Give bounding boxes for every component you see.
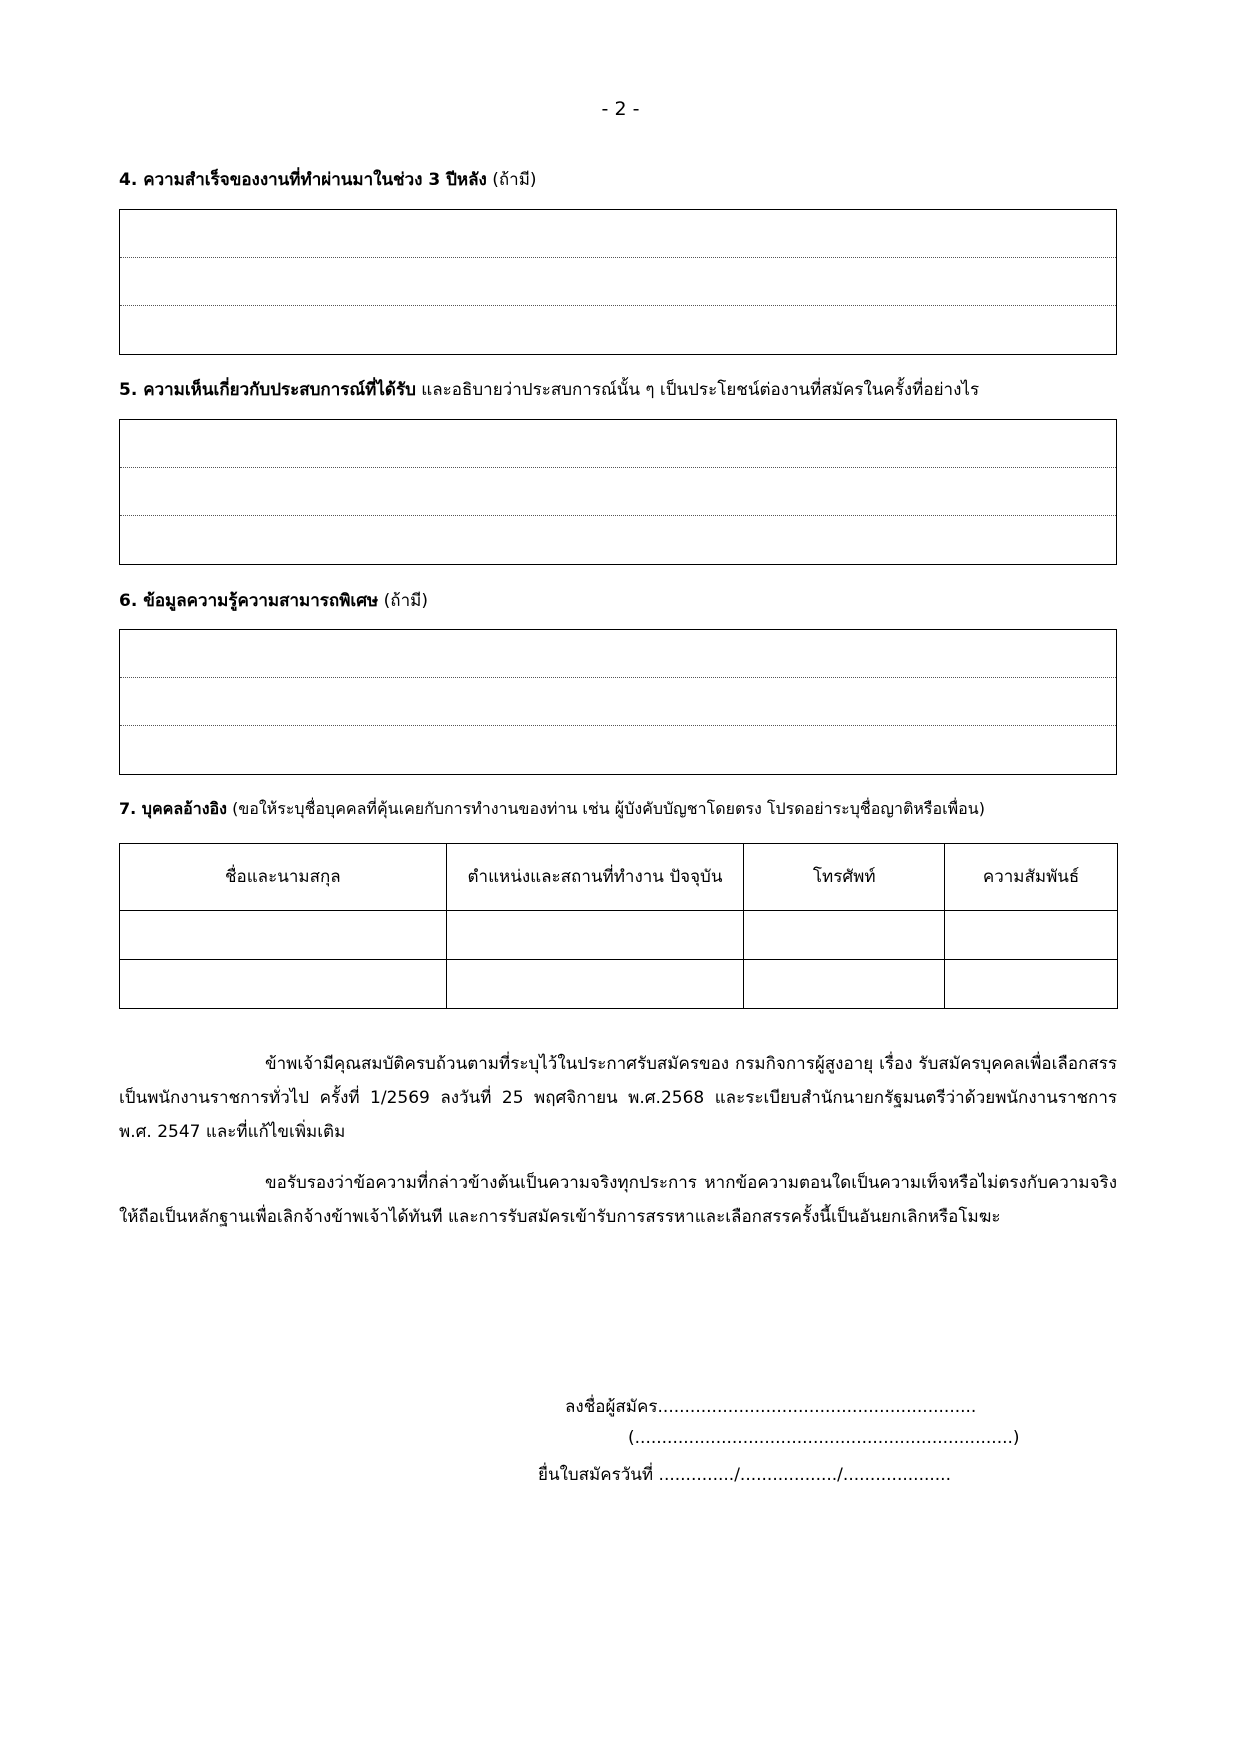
section-4-answer-box[interactable] bbox=[119, 209, 1117, 355]
page-number: - 2 - bbox=[601, 98, 640, 120]
declaration-2-text: ขอรับรองว่าข้อความที่กล่าวข้างต้นเป็นความจริงทุกประการ หากข้อความตอนใดเป็นความเท็จหรือไม่ตรงกับความจริง ให้ถือเป็นหลักฐานเพื่อเลิกจ้างข้าพเจ้าได้ทันที และการรับสมัครเข้ารับการสรรหาและเลือกสรรครั้งนี้เป็นอันยกเลิกหรือโมฆะ bbox=[119, 1173, 1117, 1227]
table-row bbox=[120, 960, 1118, 1009]
section-4-note: (ถ้ามี) bbox=[492, 170, 537, 190]
section-4-title: 4. ความสำเร็จของงานที่ทำผ่านมาในช่วง 3 ปีหลัง bbox=[119, 170, 487, 190]
section-7-heading bbox=[119, 797, 985, 822]
signature-line: ลงชื่อผู้สมัคร........................................................... bbox=[565, 1397, 977, 1417]
answer-line[interactable] bbox=[120, 726, 1116, 774]
table-cell[interactable] bbox=[446, 911, 744, 960]
section-4-heading bbox=[119, 166, 537, 193]
table-cell[interactable] bbox=[945, 960, 1118, 1009]
column-header-relationship: ความสัมพันธ์ bbox=[945, 844, 1118, 911]
answer-line[interactable] bbox=[120, 468, 1116, 516]
answer-line[interactable] bbox=[120, 306, 1116, 354]
column-header-position: ตำแหน่งและสถานที่ทำงาน ปัจจุบัน bbox=[446, 844, 744, 911]
declaration-paragraph-1 bbox=[119, 1047, 1117, 1149]
column-header-phone: โทรศัพท์ bbox=[744, 844, 945, 911]
section-5-title: 5. ความเห็นเกี่ยวกับประสบการณ์ที่ได้รับ bbox=[119, 380, 416, 400]
section-7-title: 7. บุคคลอ้างอิง bbox=[119, 799, 227, 818]
table-cell[interactable] bbox=[945, 911, 1118, 960]
section-5-answer-box[interactable] bbox=[119, 419, 1117, 565]
section-5-heading bbox=[119, 376, 979, 403]
table-header-row bbox=[120, 844, 1118, 911]
section-6-title: 6. ข้อมูลความรู้ความสามารถพิเศษ bbox=[119, 591, 379, 611]
column-header-name: ชื่อและนามสกุล bbox=[120, 844, 447, 911]
date-line: ยื่นใบสมัครวันที่ ............../................../.................... bbox=[538, 1465, 951, 1485]
table-cell[interactable] bbox=[744, 960, 945, 1009]
reference-table bbox=[119, 843, 1118, 1009]
answer-line[interactable] bbox=[120, 210, 1116, 258]
table-cell[interactable] bbox=[446, 960, 744, 1009]
answer-line[interactable] bbox=[120, 516, 1116, 564]
answer-line[interactable] bbox=[120, 258, 1116, 306]
section-6-note: (ถ้ามี) bbox=[383, 591, 428, 611]
section-6-heading bbox=[119, 587, 428, 614]
answer-line[interactable] bbox=[120, 420, 1116, 468]
table-cell[interactable] bbox=[120, 960, 447, 1009]
declaration-1-text: ข้าพเจ้ามีคุณสมบัติครบถ้วนตามที่ระบุไว้ในประกาศรับสมัครของ กรมกิจการผู้สูงอายุ เรื่อง รับสมัครบุคคลเพื่อเลือกสรรเป็นพนักงานราชการทั่วไป ครั้งที่ 1/2569 ลงวันที่ 25 พฤศจิกายน พ.ศ.2568 และระเบียบสำนักนายกรัฐมนตรีว่าด้วยพนักงานราชการ พ.ศ. 2547 และที่แก้ไขเพิ่มเติม bbox=[119, 1054, 1117, 1142]
section-6-answer-box[interactable] bbox=[119, 629, 1117, 775]
declaration-paragraph-2 bbox=[119, 1166, 1117, 1234]
table-row bbox=[120, 911, 1118, 960]
section-5-note: และอธิบายว่าประสบการณ์นั้น ๆ เป็นประโยชน์ต่องานที่สมัครในครั้งที่อย่างไร bbox=[421, 380, 980, 400]
answer-line[interactable] bbox=[120, 630, 1116, 678]
table-cell[interactable] bbox=[744, 911, 945, 960]
name-line: (......................................................................) bbox=[628, 1428, 1020, 1448]
table-cell[interactable] bbox=[120, 911, 447, 960]
section-7-note: (ขอให้ระบุชื่อบุคคลที่คุ้นเคยกับการทำงานของท่าน เช่น ผู้บังคับบัญชาโดยตรง โปรดอย่าระบุชื่อญาติหรือเพื่อน) bbox=[232, 799, 985, 818]
answer-line[interactable] bbox=[120, 678, 1116, 726]
